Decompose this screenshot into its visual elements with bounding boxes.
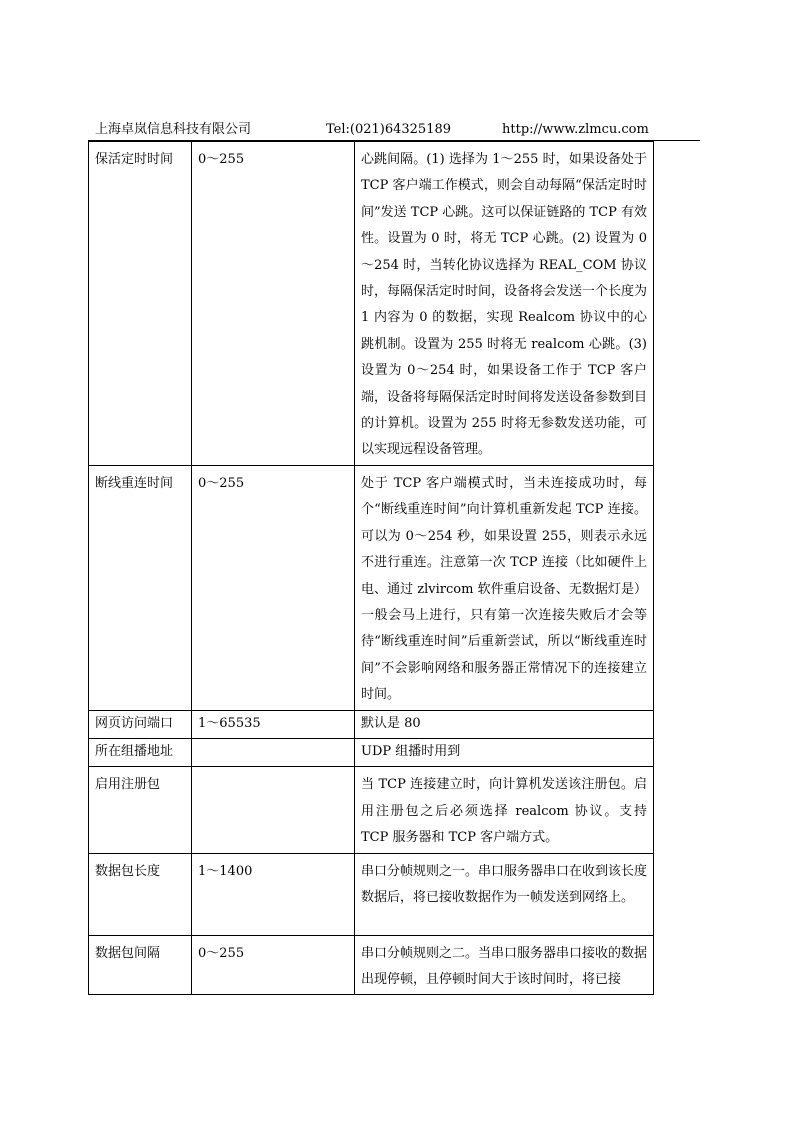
table-row	[89, 465, 654, 710]
description-text: 串口分帧规则之二。当串口服务器串口接收的数据出现停顿，且停顿时间大于该时间时，将已接	[361, 945, 648, 987]
param-description	[355, 465, 654, 710]
param-range: 0～255	[192, 465, 355, 710]
table-row	[89, 853, 654, 935]
param-range: 0～255	[192, 935, 355, 995]
param-range: 1～65535	[192, 710, 355, 738]
param-range	[192, 767, 355, 853]
parameter-table	[88, 141, 654, 995]
param-description	[355, 767, 654, 853]
description-text: 默认是 80	[361, 715, 421, 731]
param-name: 启用注册包	[89, 767, 192, 853]
table-row	[89, 142, 654, 466]
param-name: 网页访问端口	[89, 710, 192, 738]
param-name: 断线重连时间	[89, 465, 192, 710]
description-text: 处于 TCP 客户端模式时，当未连接成功时，每个“断线重连时间”向计算机重新发起 TCP 连接。可以为 0～254 秒，如果设置 255，则表示永远不进行重连。注意第一次 TCP 连接（比如硬件上电、通过 zlvircom 软件重启设备、无数据灯是）一般会马上进行，只有第一次连接失败后才会等待“断线重连时间”后重新尝试，所以“断线重连时间”不会影响网络和服务器正常情况下的连接建立时间。	[361, 475, 647, 703]
table-row	[89, 710, 654, 738]
param-range: 0～255	[192, 142, 355, 466]
description-text: UDP 组播时用到	[361, 743, 461, 759]
page-header	[95, 120, 700, 140]
param-description	[355, 935, 654, 995]
company-name: 上海卓岚信息科技有限公司	[95, 122, 252, 137]
telephone: Tel:(021)64325189	[326, 122, 452, 137]
description-text: 当 TCP 连接建立时，向计算机发送该注册包。启用注册包之后必须选择 realcom 协议。支持 TCP 服务器和 TCP 客户端方式。	[361, 777, 647, 846]
param-name: 数据包长度	[89, 853, 192, 935]
param-description	[355, 853, 654, 935]
website-url: http://www.zlmcu.com	[502, 122, 649, 137]
description-text: 心跳间隔。(1) 选择为 1～255 时，如果设备处于 TCP 客户端工作模式，则会自动每隔“保活定时时间”发送 TCP 心跳。这可以保证链路的 TCP 有效性。设置为 0 时，将无 TCP 心跳。(2) 设置为 0～254 时，当转化协议选择为 REAL_COM 协议时，每隔保活定时时间，设备将会发送一个长度为 1 内容为 0 的数据，实现 Realcom 协议中的心跳机制。设置为 255 时将无 realcom 心跳。(3) 设置为 0～254 时，如果设备工作于 TCP 客户端，设备将每隔保活定时时间将发送设备参数到目的计算机。设置为 255 时将无参数发送功能，可以实现远程设备管理。	[361, 152, 648, 458]
param-description	[355, 142, 654, 466]
table-row	[89, 767, 654, 853]
param-range: 1～1400	[192, 853, 355, 935]
table-row	[89, 738, 654, 766]
table-row	[89, 935, 654, 995]
param-name: 数据包间隔	[89, 935, 192, 995]
param-description	[355, 710, 654, 738]
param-description	[355, 738, 654, 766]
param-range	[192, 738, 355, 766]
param-name: 保活定时时间	[89, 142, 192, 466]
param-name: 所在组播地址	[89, 738, 192, 766]
description-text: 串口分帧规则之一。串口服务器串口在收到该长度数据后，将已接收数据作为一帧发送到网络上。	[361, 863, 648, 905]
